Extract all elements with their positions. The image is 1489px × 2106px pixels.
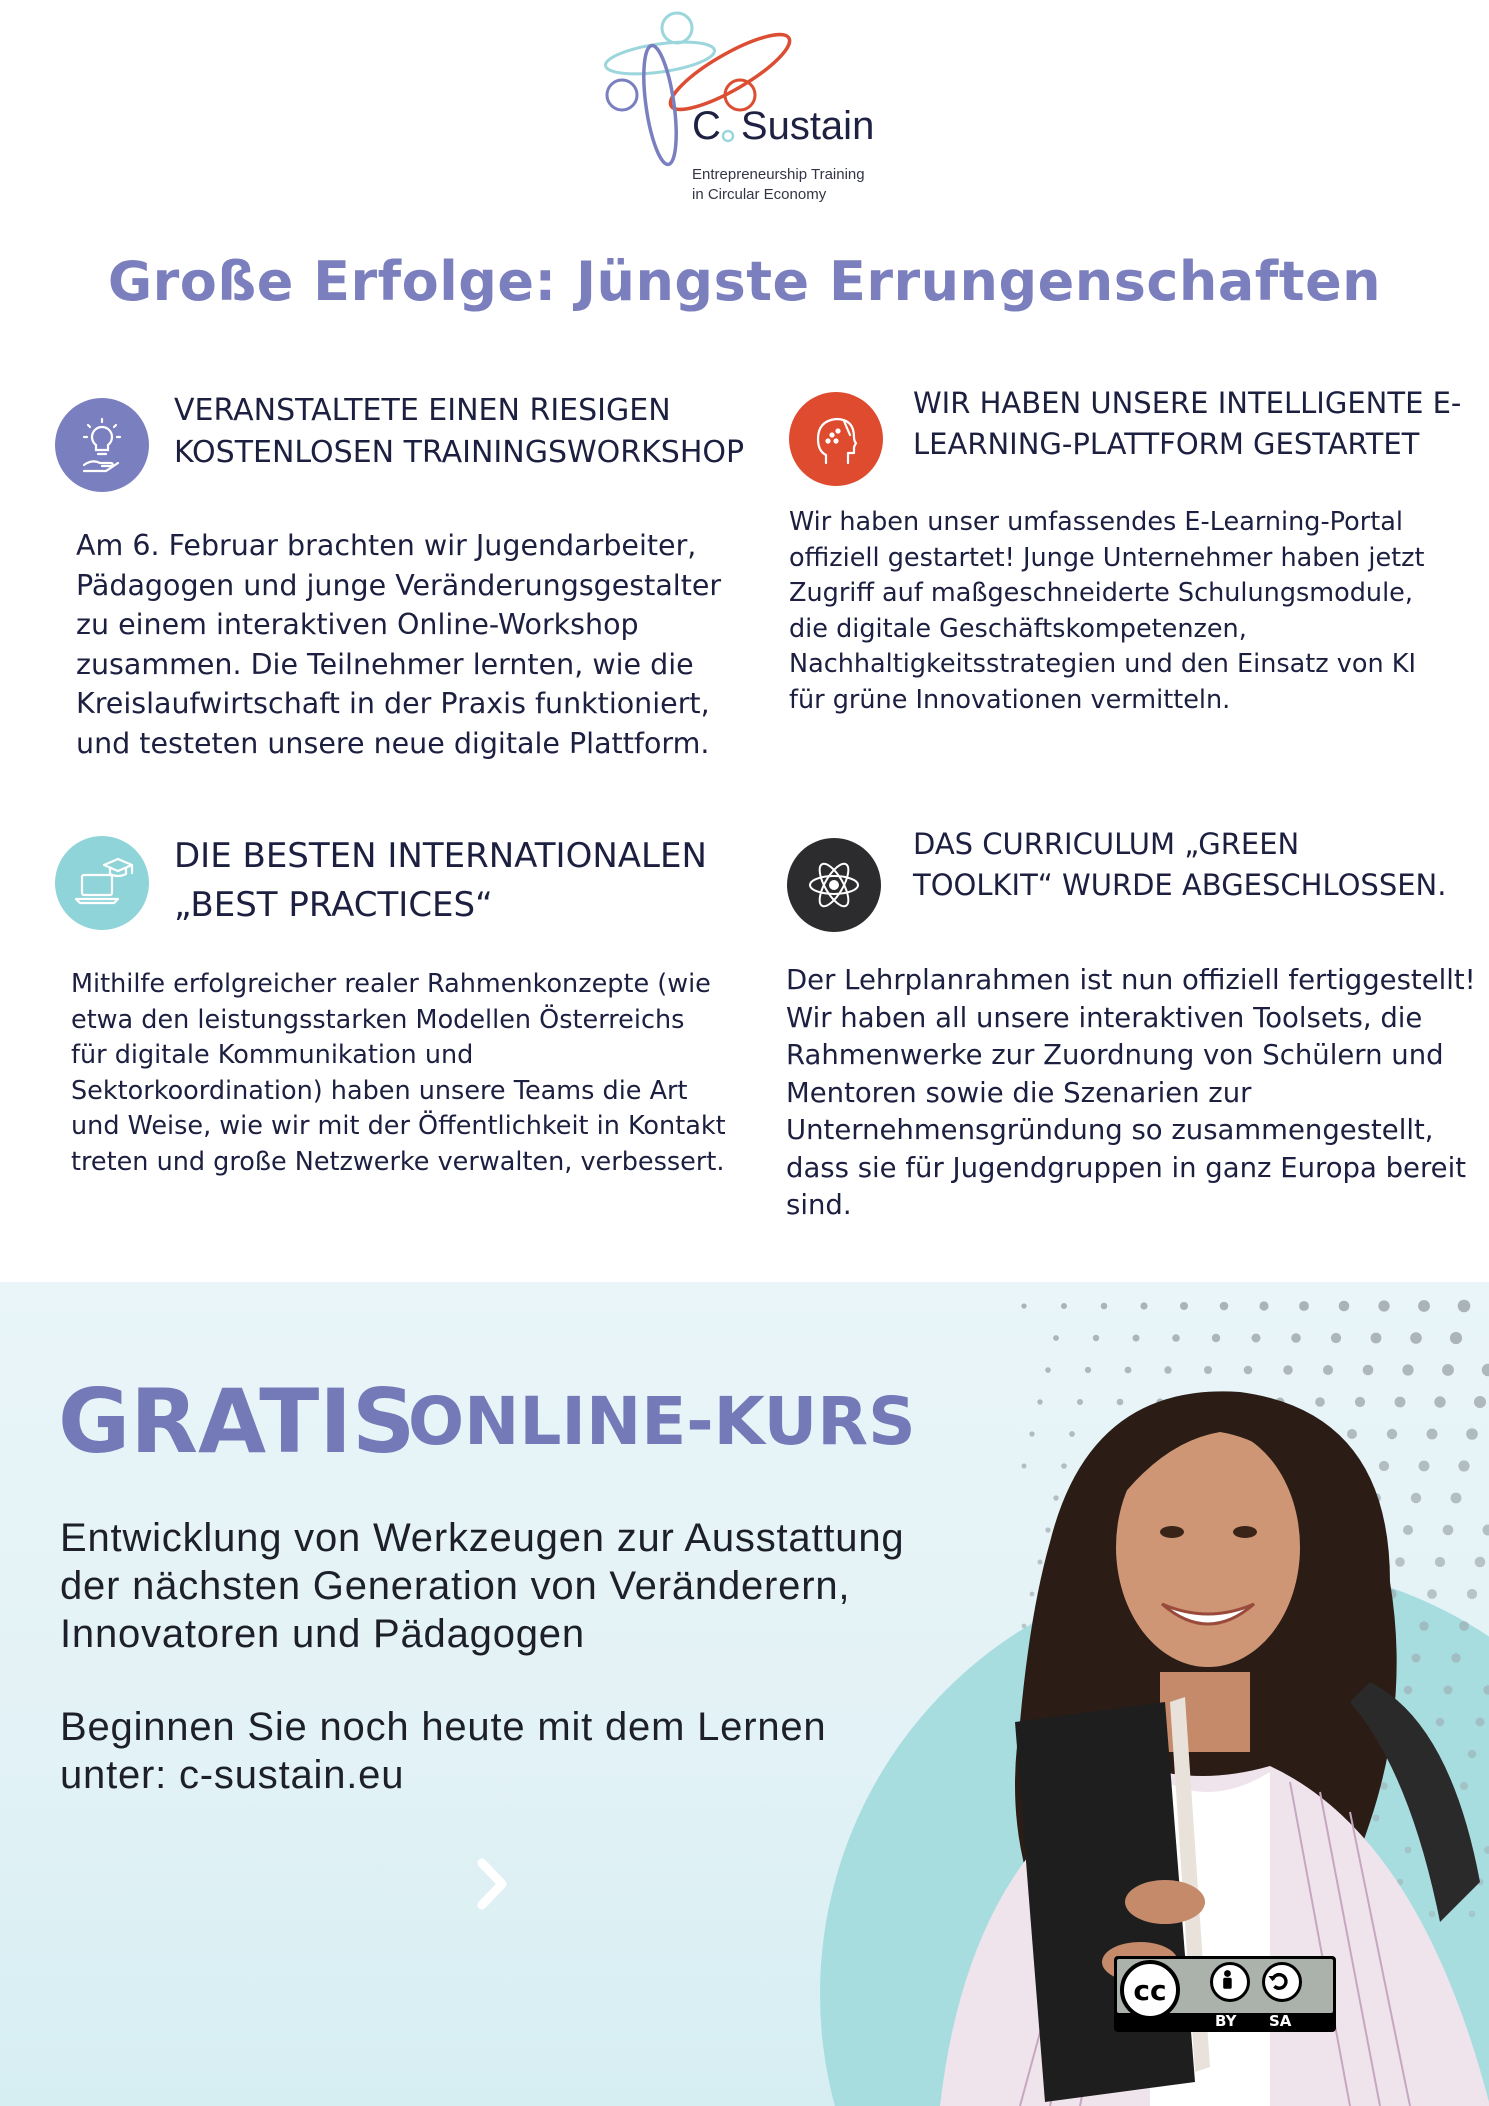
feature-text-line: Pädagogen und junge Veränderungsgestalter [76,568,722,602]
promo-line: Innovatoren und Pädagogen [60,1612,585,1656]
pattern-dot [1061,1303,1067,1309]
logo-sustain: Sustain [740,104,875,148]
feature-text [76,526,776,763]
pattern-dot [1339,1301,1350,1312]
pattern-dot [1299,1301,1309,1311]
feature-heading [913,824,1483,906]
feature-text-line: offiziell gestartet! Junge Unternehmer haben jetzt [789,542,1425,573]
logo-wordmark [692,104,874,149]
feature-text-line: Mithilfe erfolgreicher realer Rahmenkonzepte (wie [71,969,711,999]
feature-heading-line: VERANSTALTETE EINEN RIESIGEN [174,393,671,428]
logo-tagline [692,165,865,205]
feature-heading-line: KOSTENLOSEN TRAININGSWORKSHOP [174,435,745,470]
feature-text-line: für grüne Innovationen vermitteln. [789,684,1231,715]
feature-heading-line: DAS CURRICULUM „GREEN [913,827,1300,861]
lightbulb-hand-icon [55,398,149,492]
feature-text-line: und testeten unsere neue digitale Plattform. [76,726,710,760]
promo-line: Entwicklung von Werkzeugen zur Ausstattung [60,1516,905,1560]
feature-heading-line: TOOLKIT“ WURDE ABGESCHLOSSEN. [913,868,1447,902]
feature-text-line: Zugriff auf maßgeschneiderte Schulungsmodule, [789,578,1413,608]
feature-text-line: Rahmenwerke zur Zuordnung von Schülern und [786,1039,1444,1071]
sa-label: SA [1269,2012,1292,2030]
feature-heading [174,390,754,474]
feature-text-line: Der Lehrplanrahmen ist nun offiziell fertiggestellt! [786,964,1476,996]
feature-text [786,962,1486,1225]
pattern-dot [1101,1303,1108,1310]
pattern-dot [1172,1334,1180,1342]
feature-text-line: Am 6. Februar brachten wir Jugendarbeiter, [76,529,697,562]
feature-text-line: Wir haben all unsere interaktiven Toolsets, die [786,1001,1423,1034]
feature-text-line: und Weise, wie wir mit der Öffentlichkeit in Kontakt [71,1111,726,1141]
pattern-dot [1021,1303,1026,1308]
feature-text-line: etwa den leistungsstarken Modellen Österreichs [71,1004,685,1035]
promo-course-title: ONLINE-KURS [408,1383,916,1460]
chevron-right-icon [474,1857,514,1911]
feature-text-line: dass sie für Jugendgruppen in ganz Europa bereit [786,1151,1467,1184]
pattern-dot [1378,1300,1389,1311]
feature-heading [174,832,774,930]
logo-tagline-line: in Circular Economy [692,186,827,203]
feature-text [71,967,771,1180]
pattern-dot [1053,1335,1059,1341]
pattern-dot [1220,1302,1229,1311]
pattern-dot [1212,1334,1220,1342]
logo-tagline-line: Entrepreneurship Training [692,166,865,183]
pattern-dot [1180,1302,1188,1310]
pattern-dot [1133,1335,1140,1342]
logo-c: C [692,104,721,148]
feature-text-line: sind. [786,1189,852,1221]
promo-cta-line: unter: c-sustain.eu [60,1753,405,1797]
pattern-dot [1418,1300,1430,1312]
promo-cta-line: Beginnen Sie noch heute mit dem Lernen [60,1705,827,1749]
promo-description [60,1514,1010,1658]
by-label: BY [1215,2012,1237,2030]
pattern-dot [1458,1300,1471,1313]
promo-cta [60,1703,1010,1799]
feature-heading-line: WIR HABEN UNSERE INTELLIGENTE E- [913,386,1462,420]
feature-text-line: die digitale Geschäftskompetenzen, [789,613,1247,644]
cc-by-sa-license-badge[interactable] [1114,1956,1336,2032]
feature-text-line: Nachhaltigkeitsstrategien und den Einsatz von KI [789,649,1416,679]
feature-text-line: zusammen. Die Teilnehmer lernten, wie die [76,647,694,681]
share-alike-icon [1262,1962,1302,2002]
pattern-dot [1093,1335,1099,1341]
feature-heading-line: „BEST PRACTICES“ [174,885,493,925]
feature-text-line: Sektorkoordination) haben unsere Teams die Art [71,1075,688,1106]
pattern-dot [1140,1302,1147,1309]
feature-text-line: Wir haben unser umfassendes E-Learning-Portal [789,507,1403,537]
feature-text-line: treten und große Netzwerke verwalten, verbessert. [71,1146,725,1177]
feature-text-line: Unternehmensgründung so zusammengestellt, [786,1114,1434,1146]
feature-heading-line: LEARNING-PLATTFORM GESTARTET [913,427,1420,461]
feature-text-line: für digitale Kommunikation und [71,1040,474,1070]
feature-heading [913,383,1483,465]
ai-head-icon [789,392,883,486]
laptop-graduation-cap-icon [55,836,149,930]
feature-text-line: zu einem interaktiven Online-Workshop [76,608,639,641]
by-person-icon [1210,1962,1250,2002]
cc-icon: cc [1120,1960,1180,2020]
feature-text-line: Mentoren sowie die Szenarien zur [786,1076,1252,1109]
feature-heading-line: DIE BESTEN INTERNATIONALEN [174,836,707,876]
feature-text-line: Kreislaufwirtschaft in der Praxis funktioniert, [76,687,710,720]
promo-gratis: GRATIS [58,1370,416,1473]
page-title: Große Erfolge: Jüngste Errungenschaften [107,250,1382,313]
atom-icon [787,838,881,932]
promo-line: der nächsten Generation von Veränderern, [60,1564,851,1608]
pattern-dot [1259,1301,1268,1310]
feature-text [789,505,1479,718]
